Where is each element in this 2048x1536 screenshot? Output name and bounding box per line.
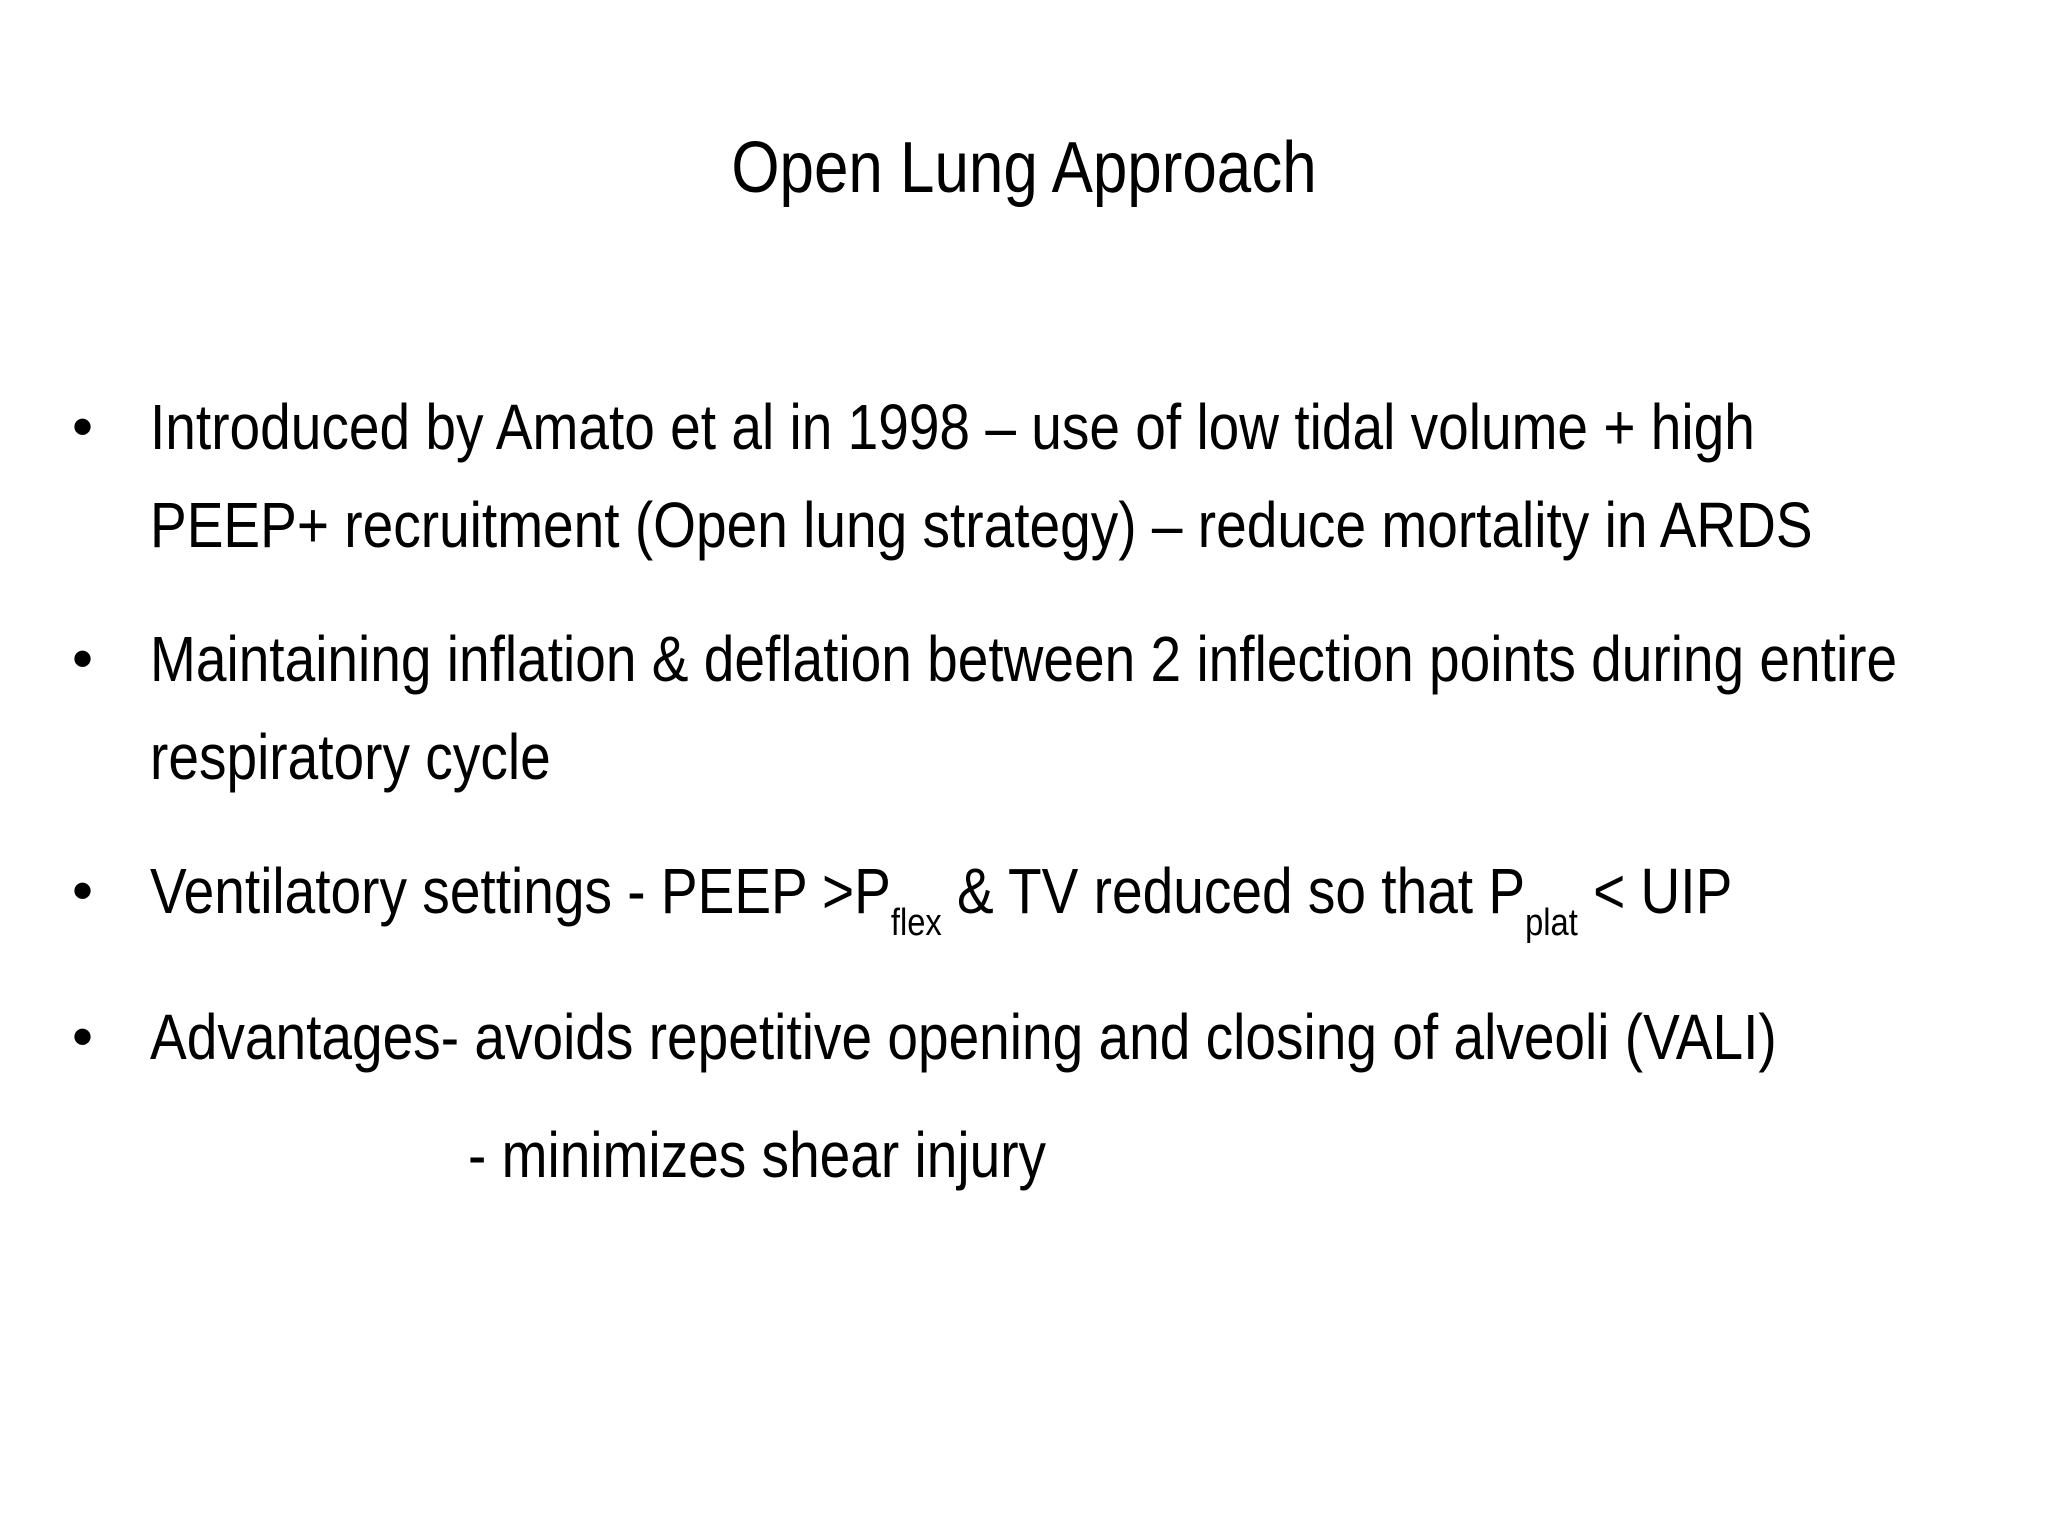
bullet-line: PEEP+ recruitment (Open lung strategy) – reduce mortality in ARDS bbox=[150, 489, 1813, 561]
bullet-text-segment: Ventilatory settings - PEEP >P bbox=[150, 855, 891, 927]
subscript-flex: flex bbox=[890, 902, 942, 944]
bullet-text bbox=[150, 988, 1913, 1086]
bullet-dot-icon: • bbox=[72, 625, 94, 692]
slide-title: Open Lung Approach bbox=[731, 128, 1317, 208]
bullet-text bbox=[150, 842, 1913, 944]
bullet-text bbox=[150, 378, 1913, 574]
bullet-line: Introduced by Amato et al in 1998 – use of low tidal volume + high bbox=[150, 391, 1755, 463]
bullet-text bbox=[150, 610, 1913, 806]
bullet-line: Advantages- avoids repetitive opening and closing of alveoli (VALI) bbox=[150, 1001, 1777, 1073]
bullet-line: Maintaining inflation & deflation between 2 inflection points during entire bbox=[150, 623, 1898, 695]
bullet-line: respiratory cycle bbox=[150, 721, 551, 793]
advantages-continuation: - minimizes shear injury bbox=[468, 1119, 1047, 1191]
bullet-text-segment: & TV reduced so that P bbox=[941, 855, 1526, 927]
bullet-dot-icon: • bbox=[72, 857, 94, 924]
bullet-line bbox=[150, 842, 1913, 944]
bullet-dot-icon: • bbox=[72, 393, 94, 460]
subscript-plat: plat bbox=[1525, 902, 1578, 944]
bullet-text-segment: < UIP bbox=[1577, 855, 1733, 927]
bullet-dot-icon: • bbox=[72, 1003, 94, 1070]
